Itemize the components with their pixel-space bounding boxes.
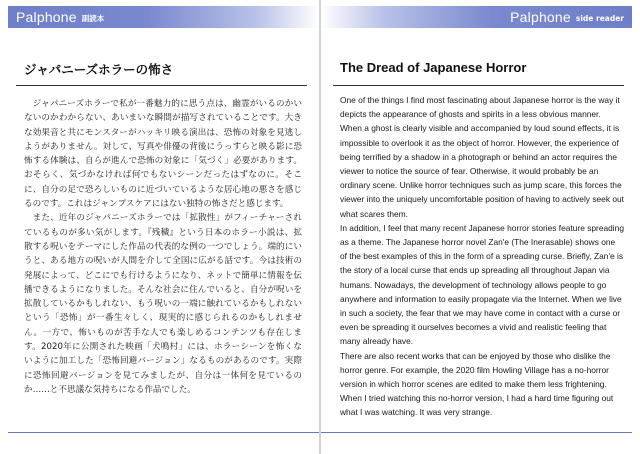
right-paragraph-2: In addition, I feel that many recent Japanese horror stories feature spreading as a theme. The Japanese horror novel Zan'e (The Inerasable) shows one of the best examples of this in the form of a spreading curse. Briefly, Zan'e is the story of a local curse that ends up spreading all throughout Japan via humans. Nowadays, the development of technology allows people to go anywhere and information to easily propagate via the Internet. When we live in such a society, the fear that we may have come in contact with a curse or even be spreading it ourselves becomes a vivid and realistic feeling that many already have. <box>340 222 624 347</box>
right-title-rule <box>333 85 624 86</box>
right-page <box>321 0 640 454</box>
left-paragraph-2: また、近年のジャパニーズホラーでは「拡散性」がフィーチャーされているものが多い気がします。『残穢』という日本のホラー小説は、拡散する呪いをテーマにした作品の代表的な例の一つでしょう。端的にいうと、ある地方の呪いが人間を介して全国に広がる話です。今は技術の発展によって、どこにでも行けるようになり、ネットで簡単に情報を伝播できるようになりました。そんな社会に住んでいると、自分が呪いを拡散しているかもしれない、もう呪いの一端に触れているかもしれないという「恐怖」が一番生々しく、現実的に感じられるのかもしれません。一方で、怖いものが苦手な人でも楽しめるコンテンツも存在します。2020年に公開された映画「犬鳴村」には、ホラーシーンを怖くないように加工した「恐怖回避バージョン」なるものがあるのです。実際に恐怖回避バージョンを見てみましたが、自分は一体何を見ているのか……と不思議な気持ちになる作品でした。 <box>24 213 302 395</box>
right-article-body <box>340 93 624 420</box>
left-brand-name: Palphone <box>16 9 77 25</box>
right-paragraph-1: One of the things I find most fascinating about Japanese horror is the way it depicts the appearance of ghosts and spirits in a less obvious manner. When a ghost is clearly visible and accompanied by loud sound effects, it is impossible to overlook it as the object of horror. However, the experience of being terrified by a shadow in a photograph or behind an actor requires the viewer to notice the source of fear. Otherwise, it would probably be an ordinary scene. Unlike horror techniques such as jump scare, this forces the viewer into the uniquely uncomfortable position of having to actively seek out what scares them. <box>340 95 624 219</box>
right-brand-name: Palphone <box>510 9 571 25</box>
right-header-bar <box>321 6 632 28</box>
left-article-title: ジャパニーズホラーの怖さ <box>24 62 174 77</box>
right-brand-subtitle: side reader <box>575 14 624 23</box>
left-footer-rule <box>8 432 319 433</box>
right-footer-rule <box>321 432 632 433</box>
left-article-body <box>24 97 302 397</box>
left-page <box>0 0 319 454</box>
left-paragraph-1: ジャパニーズホラーで私が一番魅力的に思う点は、幽霊がいるのかいないのかわからない、あいまいな瞬間が描写されていることです。大きな効果音と共にモンスターがハッキリ映る演出は、恐怖の対象を見逃しようがありません。対して、写真や俳優の背後にうっすらと映る影に恐怖する体験は、自らが進んで恐怖の対象に「気づく」必要があります。おそらく、気づかなければ何でもないシーンだったはずなのに。そこに、自分の足で恐ろしいものに近づいているような居心地の悪さを感じるのです。これはジャンプスケアにはない独特の怖さだと感じます。 <box>24 99 302 210</box>
left-title-rule <box>16 85 307 86</box>
right-paragraph-3: There are also recent works that can be enjoyed by those who dislike the horror genre. For example, the 2020 film Howling Village has a no-horror version in which horror scenes are edited to make them less frightening. When I tried watching this no-horror version, I had a hard time figuring out what I was watching. It was very strange. <box>340 350 614 418</box>
right-article-title: The Dread of Japanese Horror <box>340 60 527 75</box>
left-header-bar <box>8 6 319 28</box>
left-brand-subtitle: 副読本 <box>81 14 105 23</box>
